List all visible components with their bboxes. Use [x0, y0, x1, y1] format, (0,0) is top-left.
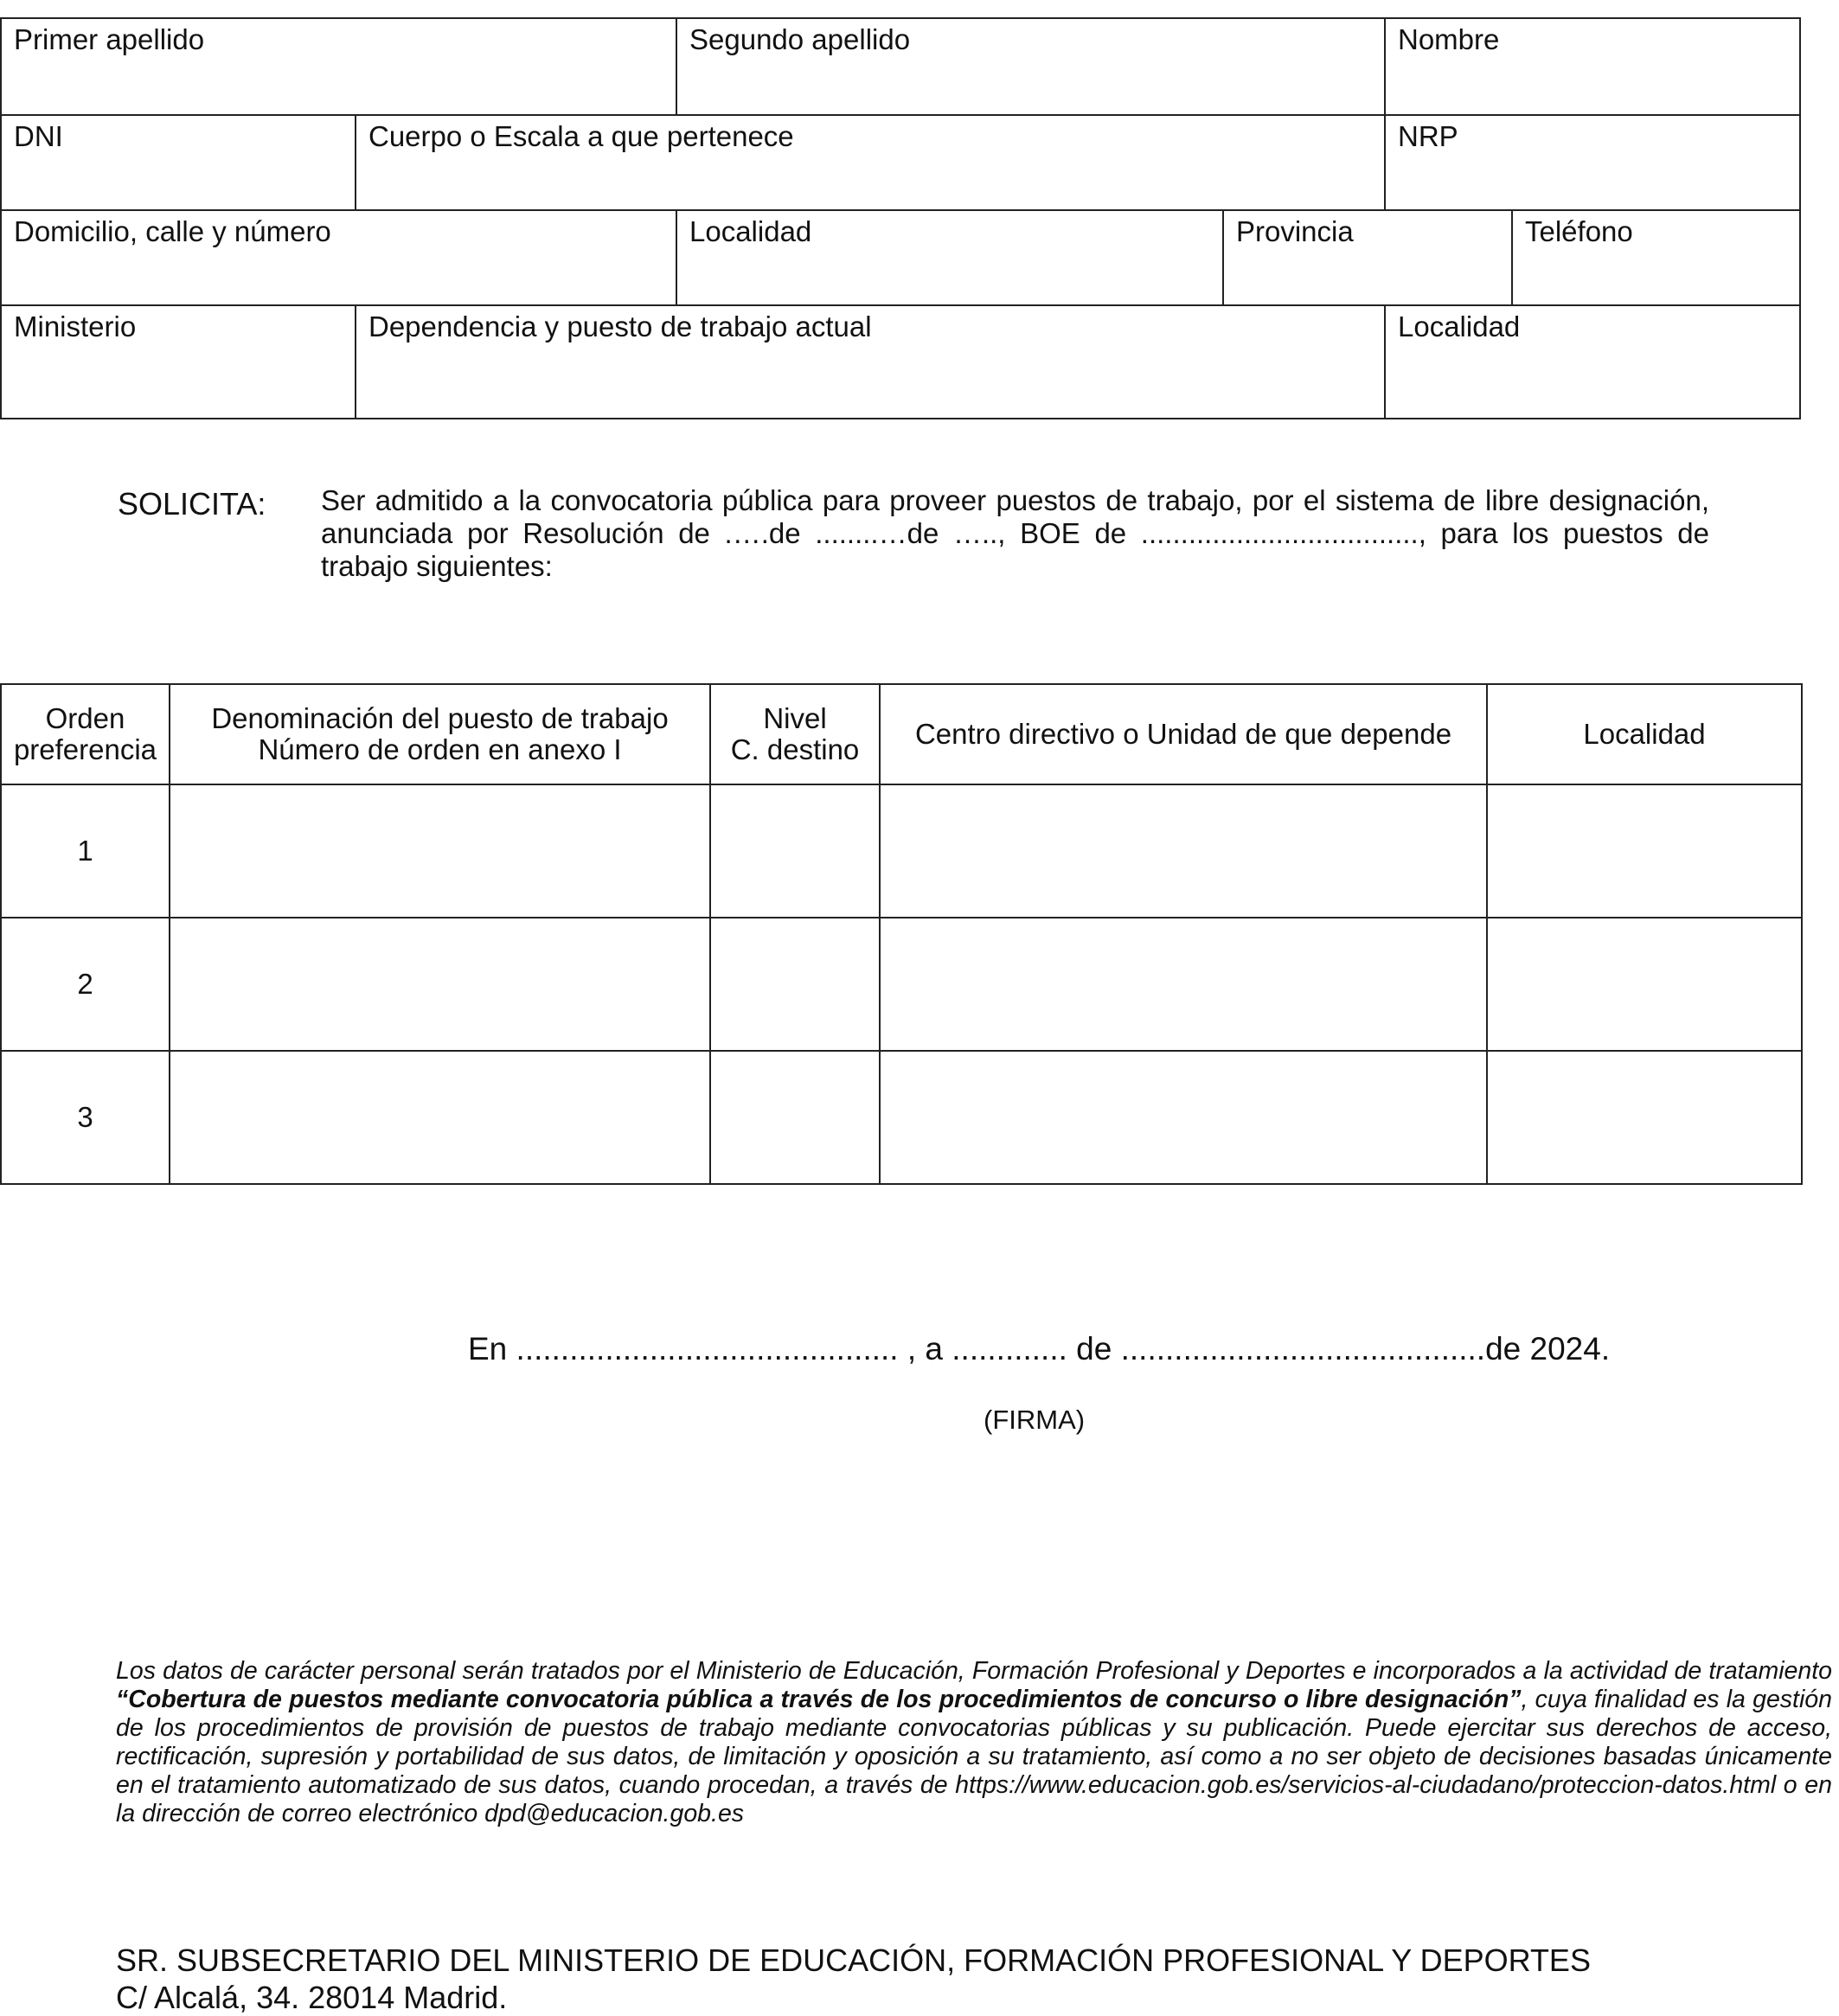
field-label: Teléfono — [1525, 215, 1633, 247]
field-nombre[interactable] — [1384, 19, 1799, 114]
table-header-row — [1, 684, 1802, 784]
addressee-address: C/ Alcalá, 34. 28014 Madrid. — [116, 1980, 508, 2015]
field-label: Localidad — [1398, 310, 1521, 342]
field-label: Nombre — [1398, 23, 1500, 55]
cell-localidad[interactable] — [1487, 784, 1802, 918]
cell-centro-directivo[interactable] — [880, 918, 1487, 1051]
solicita-text: Ser admitido a la convocatoria pública para proveer puestos de trabajo, por el sistema de libre designación, anunciada por Resolución de .….de ........…de ….., BOE de ..................................., para los puestos de trabajo siguientes: — [321, 484, 1709, 582]
table-row — [1, 784, 1802, 918]
privacy-text-rights: , cuya finalidad es la gestión de los procedimientos de provisión de puestos de trabajo mediante convocatorias públicas y su publicación. Puede ejercitar sus derechos de acceso, rectificación, supresión y portabilidad de sus datos, de limitación y oposición a su tratamiento, así como a no ser objeto de decisiones basadas únicamente en el tratamiento automatizado de sus datos, cuando procedan, a través de https://www.educacion.gob.es/servicios-al-ciudadano/proteccion-datos.html o en la dirección de correo electrónico dpd@educacion.gob.es — [116, 1686, 1832, 1827]
cell-denominacion[interactable] — [170, 918, 710, 1051]
field-dni[interactable] — [2, 116, 355, 209]
field-label: Dependencia y puesto de trabajo actual — [368, 310, 872, 342]
cell-nivel[interactable] — [710, 1051, 880, 1184]
date-place-line: En ........................................... , a ............. de .........................................de 2024. — [468, 1331, 1611, 1366]
cell-denominacion[interactable] — [170, 784, 710, 918]
privacy-text-intro: Los datos de carácter personal serán tratados por el Ministerio de Educación, Formación Profesional y Deportes e incorporados a la actividad de tratamiento — [116, 1657, 1832, 1685]
solicita-label: SOLICITA: — [118, 486, 266, 522]
privacy-notice — [116, 1657, 1832, 1828]
addressee-title: SR. SUBSECRETARIO DEL MINISTERIO DE EDUCACIÓN, FORMACIÓN PROFESIONAL Y DEPORTES — [116, 1942, 1591, 1978]
row-order-number: 1 — [1, 784, 170, 918]
cell-denominacion[interactable] — [170, 1051, 710, 1184]
grid-row-address — [2, 209, 1799, 304]
cell-centro-directivo[interactable] — [880, 1051, 1487, 1184]
header-nivel: Nivel C. destino — [710, 684, 880, 784]
cell-nivel[interactable] — [710, 918, 880, 1051]
grid-row-names — [2, 19, 1799, 114]
personal-data-grid — [0, 17, 1801, 419]
field-label: Domicilio, calle y número — [14, 215, 331, 247]
grid-row-id — [2, 114, 1799, 209]
header-orden-preferencia: Orden preferencia — [1, 684, 170, 784]
cell-centro-directivo[interactable] — [880, 784, 1487, 918]
field-cuerpo-escala[interactable] — [355, 116, 1384, 209]
table-row — [1, 918, 1802, 1051]
field-localidad[interactable] — [676, 211, 1222, 304]
field-label: DNI — [14, 120, 63, 152]
positions-table — [0, 683, 1803, 1185]
header-localidad: Localidad — [1487, 684, 1802, 784]
row-order-number: 3 — [1, 1051, 170, 1184]
table-row — [1, 1051, 1802, 1184]
field-label: Ministerio — [14, 310, 137, 342]
field-segundo-apellido[interactable] — [676, 19, 1384, 114]
row-order-number: 2 — [1, 918, 170, 1051]
field-telefono[interactable] — [1511, 211, 1799, 304]
header-centro-directivo: Centro directivo o Unidad de que depende — [880, 684, 1487, 784]
field-dependencia-puesto[interactable] — [355, 306, 1384, 418]
field-ministerio[interactable] — [2, 306, 355, 418]
field-primer-apellido[interactable] — [2, 19, 676, 114]
grid-row-work — [2, 304, 1799, 418]
signature-label: (FIRMA) — [984, 1405, 1086, 1435]
field-localidad-trabajo[interactable] — [1384, 306, 1799, 418]
cell-localidad[interactable] — [1487, 1051, 1802, 1184]
cell-localidad[interactable] — [1487, 918, 1802, 1051]
field-domicilio[interactable] — [2, 211, 676, 304]
field-provincia[interactable] — [1222, 211, 1511, 304]
cell-nivel[interactable] — [710, 784, 880, 918]
field-label: Provincia — [1236, 215, 1354, 247]
field-label: Segundo apellido — [689, 23, 911, 55]
field-label: Localidad — [689, 215, 812, 247]
privacy-activity-name: “Cobertura de puestos mediante convocatoria pública a través de los procedimientos de concurso o libre designación” — [116, 1686, 1522, 1713]
field-label: NRP — [1398, 120, 1458, 152]
field-nrp[interactable] — [1384, 116, 1799, 209]
field-label: Primer apellido — [14, 23, 205, 55]
addressee-block — [116, 1942, 1591, 2016]
field-label: Cuerpo o Escala a que pertenece — [368, 120, 794, 152]
header-denominacion: Denominación del puesto de trabajo Número de orden en anexo I — [170, 684, 710, 784]
